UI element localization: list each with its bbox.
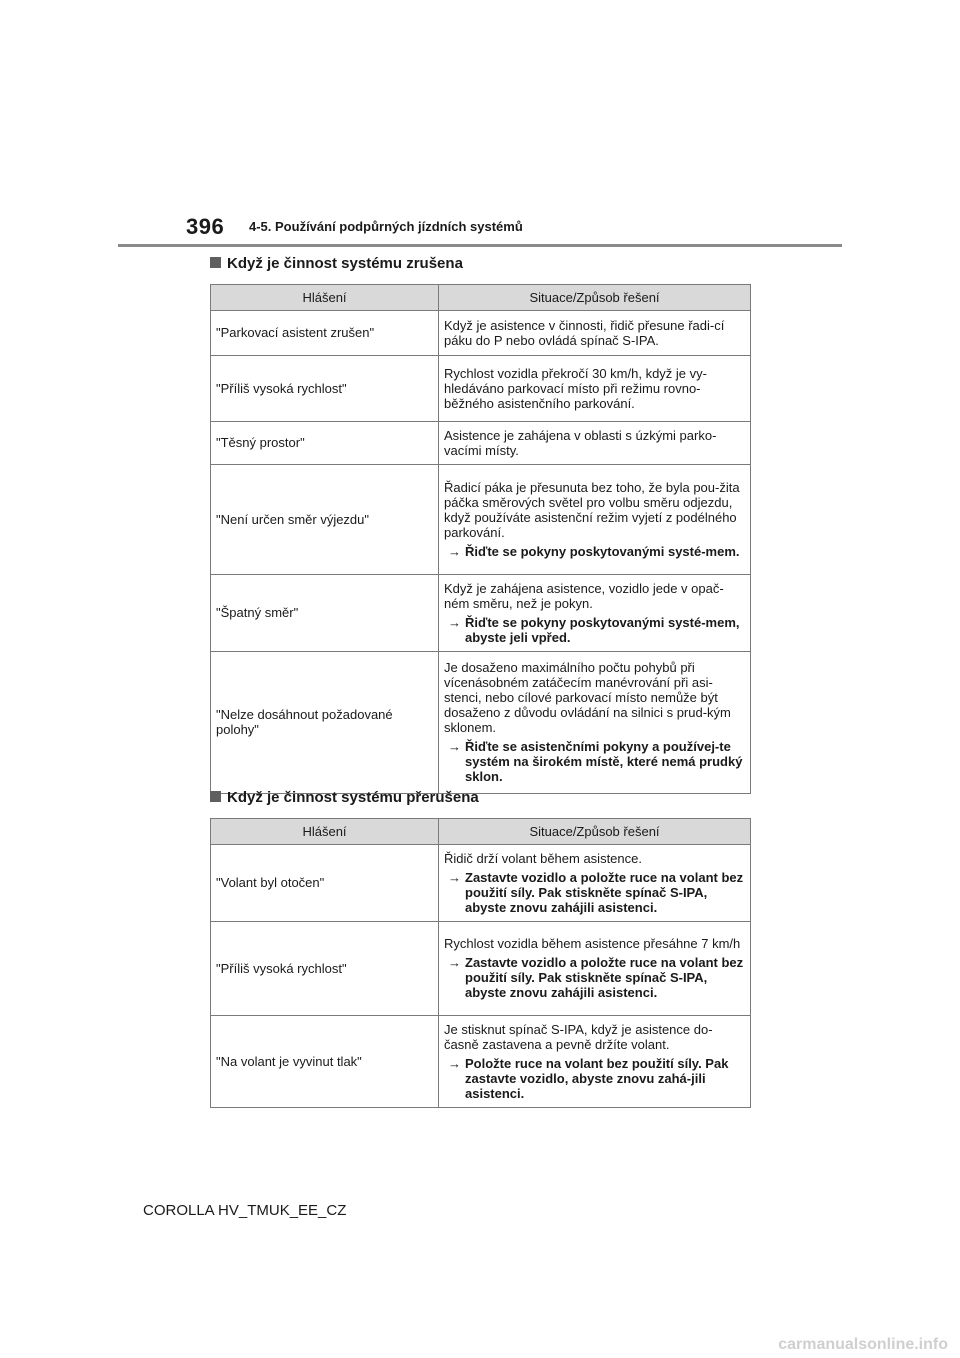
situation-cell: [439, 575, 751, 652]
table-row: [211, 422, 751, 465]
arrow-right-icon: →: [448, 1055, 461, 1071]
watermark: carmanualsonline.info: [778, 1336, 948, 1353]
page-number: 396: [186, 214, 225, 239]
action-text: Položte ruce na volant bez použití síly. Pak zastavte vozidlo, abyste znovu zahá-jili asistenci.: [465, 1055, 729, 1101]
situation-text: Je stisknut spínač S-IPA, když je asistence do-časně zastavena a pevně držíte volant.: [444, 1021, 713, 1052]
situation-text: Rychlost vozidla překročí 30 km/h, když je vy-hledáváno parkovací místo při režimu rovno-běžného asistenčního parkování.: [444, 365, 707, 411]
arrow-right-icon: →: [448, 543, 461, 559]
table-header-row: [211, 285, 751, 311]
action-instruction: [444, 955, 746, 1000]
situation-cell: [439, 1016, 751, 1108]
action-instruction: [444, 544, 746, 559]
situation-text: Když je asistence v činnosti, řidič přesune řadi-cí páku do P nebo ovládá spínač S-IPA.: [444, 317, 725, 348]
situation-cell: [439, 652, 751, 794]
action-instruction: [444, 1056, 746, 1101]
action-instruction: [444, 615, 746, 645]
column-header-message: Hlášení: [211, 819, 439, 845]
document-code: COROLLA HV_TMUK_EE_CZ: [143, 1202, 347, 1219]
action-text: Řiďte se asistenčními pokyny a používej-te systém na širokém místě, které nemá prudký sklon.: [465, 739, 743, 784]
section-heading-interrupted: [210, 789, 479, 806]
section-heading-text: Když je činnost systému zrušena: [227, 255, 463, 272]
arrow-right-icon: →: [448, 955, 461, 970]
situation-cell: [439, 922, 751, 1016]
situation-cell: [439, 845, 751, 922]
chapter-title: 4-5. Používání podpůrných jízdních systémů: [249, 219, 523, 234]
message-cell: "Parkovací asistent zrušen": [211, 311, 439, 356]
situation-text: Řidič drží volant během asistence.: [444, 850, 642, 866]
message-cell: "Není určen směr výjezdu": [211, 465, 439, 575]
column-header-situation: Situace/Způsob řešení: [439, 285, 751, 311]
column-header-message: Hlášení: [211, 285, 439, 311]
arrow-right-icon: →: [448, 869, 461, 885]
situation-text: Řadicí páka je přesunuta bez toho, že byla pou-žita páčka směrových světel pro volbu směru odjezdu, když používáte asistenční režim vyjetí z podélného parkování.: [444, 479, 740, 540]
message-cell: "Příliš vysoká rychlost": [211, 356, 439, 422]
arrow-right-icon: →: [448, 739, 461, 754]
table-row: [211, 311, 751, 356]
table-row: [211, 465, 751, 575]
situation-cell: [439, 356, 751, 422]
header-rule: [118, 244, 842, 247]
action-text: Řiďte se pokyny poskytovanými systé-mem, abyste jeli vpřed.: [465, 614, 740, 645]
message-cell: "Volant byl otočen": [211, 845, 439, 922]
situation-text: Když je zahájena asistence, vozidlo jede v opač-ném směru, než je pokyn.: [444, 580, 724, 611]
table-row: [211, 922, 751, 1016]
message-cell: "Těsný prostor": [211, 422, 439, 465]
arrow-right-icon: →: [448, 614, 461, 630]
action-text: Řiďte se pokyny poskytovanými systé-mem.: [465, 543, 740, 559]
situation-cell: [439, 465, 751, 575]
table-row: [211, 356, 751, 422]
table-row: [211, 1016, 751, 1108]
cancelled-messages-table: [210, 284, 751, 794]
square-bullet-icon: [210, 791, 221, 802]
table-header-row: [211, 819, 751, 845]
action-instruction: [444, 739, 746, 784]
situation-cell: [439, 311, 751, 356]
column-header-situation: Situace/Způsob řešení: [439, 819, 751, 845]
table-row: [211, 652, 751, 794]
situation-cell: [439, 422, 751, 465]
message-cell: "Nelze dosáhnout požadované polohy": [211, 652, 439, 794]
section-heading-cancelled: [210, 255, 463, 272]
situation-text: Rychlost vozidla během asistence přesáhne 7 km/h: [444, 936, 741, 951]
table-row: [211, 575, 751, 652]
table-row: [211, 845, 751, 922]
situation-text: Je dosaženo maximálního počtu pohybů při vícenásobném zatáčecím manévrování při asi-stenci, nebo cílové parkovací místo nemůže být dosaženo z důvodu ovládání na silnici s prud-kým sklonem.: [444, 660, 731, 735]
message-cell: "Špatný směr": [211, 575, 439, 652]
message-cell: "Na volant je vyvinut tlak": [211, 1016, 439, 1108]
situation-text: Asistence je zahájena v oblasti s úzkými parko-vacími místy.: [444, 427, 717, 458]
interrupted-messages-table: [210, 818, 751, 1108]
square-bullet-icon: [210, 257, 221, 268]
action-text: Zastavte vozidlo a položte ruce na volant bez použití síly. Pak stiskněte spínač S-IPA, abyste znovu zahájili asistenci.: [465, 955, 744, 1000]
section-heading-text: Když je činnost systému přerušena: [227, 789, 479, 806]
action-text: Zastavte vozidlo a položte ruce na volant bez použití síly. Pak stiskněte spínač S-IPA, abyste znovu zahájili asistenci.: [465, 869, 744, 915]
action-instruction: [444, 870, 746, 915]
message-cell: "Příliš vysoká rychlost": [211, 922, 439, 1016]
